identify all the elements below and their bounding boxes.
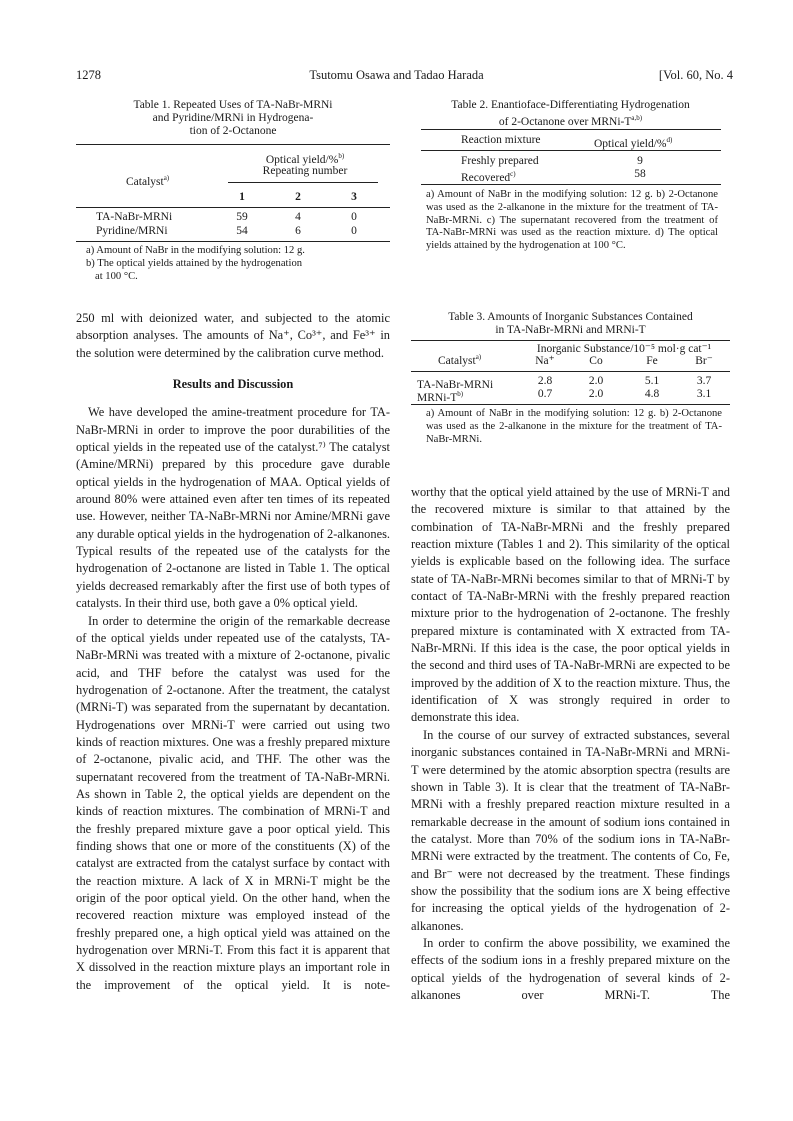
table-2-col-mixture: Reaction mixture bbox=[461, 134, 541, 146]
table-3-top-rule bbox=[411, 340, 730, 341]
table-1-row-catalyst: Pyridine/MRNi bbox=[96, 225, 168, 237]
table-2-bottom-rule bbox=[421, 184, 721, 185]
running-head-authors: Tsutomu Osawa and Tadao Harada bbox=[309, 68, 484, 82]
table-1-group-rule bbox=[228, 182, 378, 183]
body-paragraph: worthy that the optical yield attained by the use of MRNi-T and the recovered mixture is similar to that attained by the combination of TA-NaBr-MRNi and the freshly prepared reaction mixture (Tables 1 and 2). This similarity of the optical yields is explicable based on the following idea. The surface state of TA-NaBr-MRNi becomes similar to that of MRNi-T by contact of TA-NaBr-MRNi with the freshly prepared reaction mixture prior to the hydrogenation of 2-octanone. The freshly prepared mixture is contaminated with X extracted from TA-NaBr-MRNi. If this idea is the case, the poor optical yields in the second and third uses of TA-NaBr-MRNi are expected to be improved by the addition of X to the reaction mixture. Thus, the identification of X was strongly required in order to demonstrate this idea. bbox=[411, 485, 730, 725]
table-1-notes bbox=[86, 245, 390, 283]
table-3-cell: 2.0 bbox=[588, 388, 604, 400]
table-1-col-1: 1 bbox=[239, 191, 245, 203]
table-1-header-rule bbox=[76, 207, 390, 208]
table-2-notes: a) Amount of NaBr in the modifying solution: 12 g. b) 2-Octanone was used as the 2-alkanone in the mixture for the treatment of TA-NaBr-MRNi. c) The supernatant recovered from the treatment of TA-NaBr-MRNi was used as the reaction mixture. d) The optical yields attained by the hydrogenation at 100 °C. bbox=[426, 189, 718, 252]
table-1-cell: 59 bbox=[236, 211, 248, 223]
table-2-top-rule bbox=[421, 129, 721, 130]
table-3-col-group: Inorganic Substance/10⁻⁵ mol·g cat⁻¹ bbox=[536, 343, 712, 355]
table-1-col-3: 3 bbox=[351, 191, 357, 203]
table-3-bottom-rule bbox=[411, 404, 730, 405]
table-1-cell: 0 bbox=[351, 211, 357, 223]
table-1-cell: 0 bbox=[351, 225, 357, 237]
table-1-caption-line: and Pyridine/MRNi in Hydrogena- bbox=[152, 112, 314, 124]
table-3-col-catalyst: Catalyst$^{a)}$ bbox=[438, 353, 482, 367]
table-3-cell: 3.1 bbox=[696, 388, 712, 400]
table-3-header-rule bbox=[411, 371, 730, 372]
table-1-cell: 4 bbox=[295, 211, 301, 223]
table-1-caption bbox=[76, 99, 390, 138]
table-1-cell: 6 bbox=[295, 225, 301, 237]
table-3-cell: 4.8 bbox=[644, 388, 660, 400]
table-3-row-catalyst: TA-NaBr-MRNi bbox=[417, 378, 494, 391]
table-1-note: a) Amount of NaBr in the modifying solution: 12 g. bbox=[86, 245, 305, 256]
table-3-notes: a) Amount of NaBr in the modifying solution: 12 g. b) 2-Octanone was used as the 2-alkanone in the mixture for the treatment of TA-NaBr-MRNi. bbox=[426, 408, 722, 445]
left-column bbox=[76, 310, 390, 994]
table-2-row-mixture: Recovered$^{c)}$ bbox=[461, 170, 516, 184]
table-1-col-catalyst: Catalyst$^{a)}$ bbox=[126, 174, 170, 188]
table-1-note: b) The optical yields attained by the hydrogenation bbox=[86, 257, 303, 269]
running-head-volume: [Vol. 60, No. 4 bbox=[658, 68, 733, 82]
table-1-top-rule bbox=[76, 144, 390, 145]
body-paragraph: In the course of our survey of extracted substances, several inorganic substances contained in TA-NaBr-MRNi and MRNi-T were determined by the atomic absorption spectra (results are shown in Table 3). It is clear that the treatment of TA-NaBr-MRNi with a freshly prepared reaction mixture resulted in a remarkable decrease in the amount of sodium ions contained in the catalyst. More than 70% of the sodium ions in TA-NaBr-MRNi were extracted by the treatment. The contents of Co, Fe, and Br⁻ were not decreased by the treatment. These findings show the possibility that the sodium ions are X being effective for increasing the optical yields of the hydrogenation of 2-alkanones. bbox=[411, 727, 730, 933]
table-3-cell: 0.7 bbox=[537, 388, 553, 400]
table-2-header-rule bbox=[421, 150, 721, 151]
body-paragraph: In order to confirm the above possibility, we examined the effects of the sodium ions in a freshly prepared mixture on the optical yields of the hydrogenation of several kinds of 2-alkanones over MRNi-T. The bbox=[411, 935, 730, 1002]
table-1-col-optical-yield: Optical yield/%$^{b)}$ bbox=[265, 152, 345, 166]
table-3-cell: 2.8 bbox=[537, 375, 553, 387]
table-2-caption bbox=[411, 99, 730, 129]
table-1-bottom-rule bbox=[76, 241, 390, 242]
table-1-col-2: 2 bbox=[295, 191, 301, 203]
table-3-cell: 3.7 bbox=[696, 375, 712, 387]
table-2-caption-line: of 2-Octanone over MRNi-$T^{a,b)}$ bbox=[498, 114, 643, 128]
table-2-caption-line: Table 2. Enantioface-Differentiating Hydrogenation bbox=[451, 99, 690, 111]
table-1-caption-line: Table 1. Repeated Uses of TA-NaBr-MRNi bbox=[133, 99, 333, 111]
table-1-row-catalyst: TA-NaBr-MRNi bbox=[96, 211, 173, 223]
table-3-cell: 2.0 bbox=[588, 375, 604, 387]
table-3-col-head: Fe bbox=[646, 355, 658, 367]
table-3-caption-line: in TA-NaBr-MRNi and MRNi-T bbox=[495, 324, 646, 336]
page-number: 1278 bbox=[76, 68, 101, 82]
table-2-cell: 58 bbox=[634, 168, 646, 180]
table-2-cell: 9 bbox=[637, 155, 643, 167]
table-3-caption bbox=[411, 311, 730, 337]
table-3-row-catalyst: MRNi-$T^{b)}$ bbox=[417, 390, 464, 404]
table-1-caption-line: tion of 2-Octanone bbox=[189, 125, 277, 137]
table-2-row-mixture: Freshly prepared bbox=[461, 155, 539, 167]
table-3-caption-line: Table 3. Amounts of Inorganic Substances Contained bbox=[448, 311, 693, 323]
body-paragraph: We have developed the amine-treatment procedure for TA-NaBr-MRNi in order to improve the poor durabilities of the optical yields in the repeated use of the catalyst.⁷⁾ The catalyst (Amine/MRNi) prepared by this procedure gave durable optical yields in the hydrogenation of MAA. Optical yields of around 80% were attained even after ten times of its repeated use. However, neither TA-NaBr-MRNi nor Amine/MRNi gave any durable optical yields in the hydrogenation of 2-alkanones. Typical results of the repeated use of the catalysts for the hydrogenation of 2-octanone are listed in Table 1. The optical yields decreased remarkably after the first use of both types of catalysts. In their third use, both gave a 0% optical yield. bbox=[76, 405, 390, 611]
table-1-note: at 100 °C. bbox=[95, 270, 138, 282]
table-3-col-head: Co bbox=[589, 355, 603, 367]
table-3-col-head: Br⁻ bbox=[695, 355, 713, 367]
table-2-col-yield: Optical yield/%$^{d)}$ bbox=[594, 136, 673, 150]
table-1-col-repeating-number: Repeating number bbox=[262, 165, 348, 177]
table-3-col-head: Na⁺ bbox=[535, 355, 555, 367]
table-3-cell: 5.1 bbox=[644, 375, 660, 387]
right-column bbox=[411, 484, 730, 1004]
section-heading: Results and Discussion bbox=[172, 377, 294, 392]
body-paragraph: 250 ml with deionized water, and subjected to the atomic absorption analyses. The amounts of Na⁺, Co³⁺, and Fe³⁺ in the solution were determined by the calibration curve method. bbox=[76, 311, 390, 360]
table-1-cell: 54 bbox=[236, 225, 248, 237]
body-paragraph: In order to determine the origin of the remarkable decrease of the optical yields under repeated use of the catalysts, TA-NaBr-MRNi was treated with a mixture of 2-octanone, pivalic acid, and THF before the catalyst was used for the hydrogenation of 2-octanone. After the treatment, the catalyst (MRNi-T) was separated from the supernatant by decantation. Hydrogenations over MRNi-T were carried out using two kinds of reaction mixtures. One was a freshly prepared mixture of 2-octanone, pivalic acid, and THF. The other was the supernatant recovered from the treatment of TA-NaBr-MRNi. As shown in Table 2, the optical yields are dependent on the kinds of reaction mixtures. The combination of MRNi-T and the freshly prepared mixture gave a poor optical yield. This finding shows that one or more of the constituents (X) of the catalyst are extracted from the catalyst surface by contact with the reaction mixture. A lack of X in MRNi-T might be the origin of the poor optical yield. On the other hand, when the recovered reaction mixture was employed instead of the freshly prepared one, a high optical yield was attained on the hydrogenation over MRNi-T. From this fact it is apparent that X dissolved in the reaction mixture plays an important role in the improvement of the optical yield. It is note- bbox=[76, 613, 390, 992]
